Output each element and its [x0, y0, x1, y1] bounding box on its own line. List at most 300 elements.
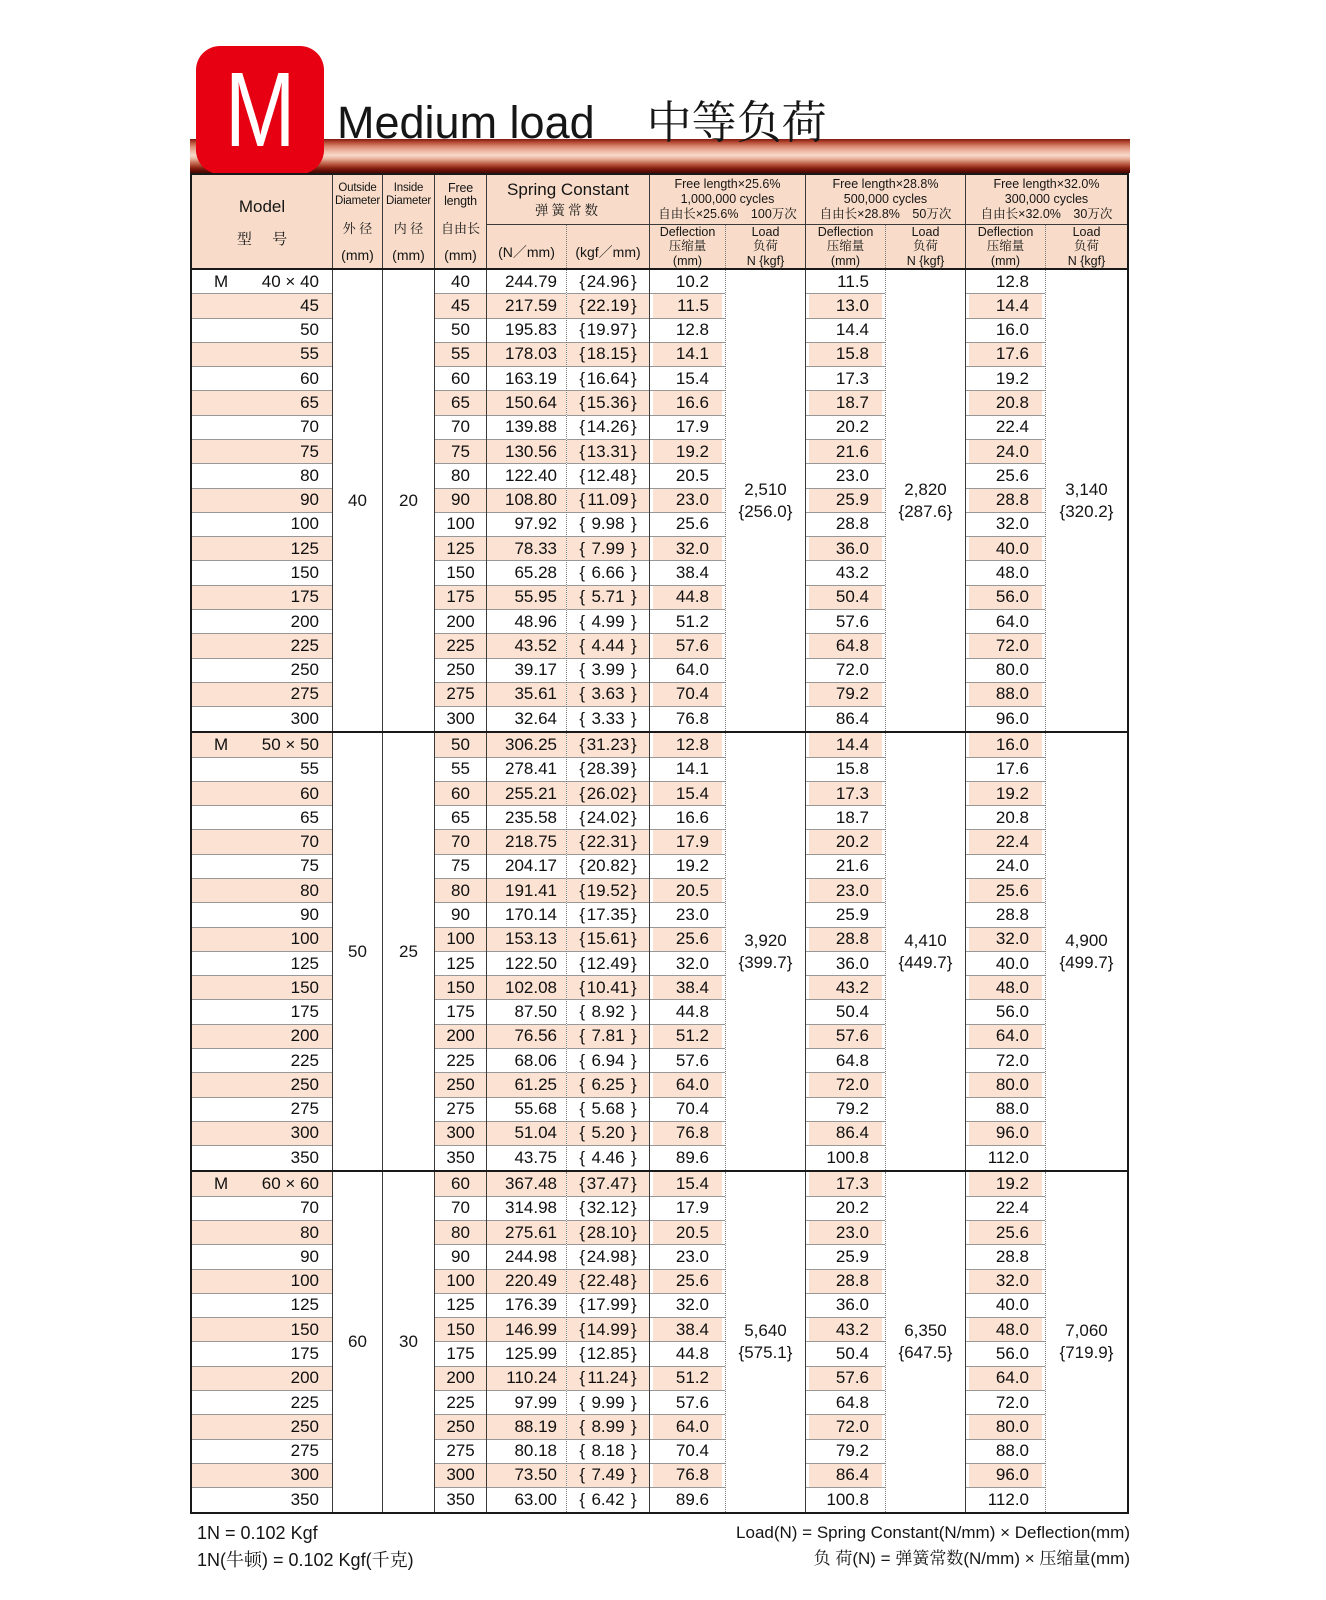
free-length-cell: 45	[435, 294, 486, 318]
spring-constant-kgf-cell: { 24.02 }	[567, 806, 649, 830]
spring-constant-kgf-cell: { 22.48 }	[567, 1270, 649, 1294]
model-cell: 80	[192, 1221, 332, 1245]
spring-constant-kgf-cell: { 10.41 }	[567, 976, 649, 1000]
deflection-column	[806, 270, 886, 731]
deflection-cell: 70.4	[650, 683, 725, 707]
spring-constant-kgf-cell: { 12.49 }	[567, 952, 649, 976]
spring-constant-kgf-cell: { 24.96 }	[567, 270, 649, 294]
deflection-cell: 14.4	[806, 733, 885, 757]
load-unit: N {kgf}	[906, 253, 945, 268]
spring-constant-kgf-cell: { 19.97 }	[567, 319, 649, 343]
load-kgf-value: {320.2}	[1059, 501, 1114, 521]
outside-diameter-cell: 50	[333, 733, 383, 1170]
deflection-cell: 89.6	[675, 1148, 709, 1168]
spring-constant-n-cell: 63.00	[514, 1490, 557, 1510]
model-cell: 100	[192, 1270, 332, 1294]
model-cell: 200	[192, 610, 332, 634]
free-length-cell: 275	[435, 683, 486, 707]
free-length-cell: 80	[435, 879, 486, 903]
deflection-cell: 43.2	[806, 976, 885, 1000]
spring-constant-kgf-cell: { 9.99 }	[567, 1391, 649, 1415]
spring-constant-n-cell: 139.88	[487, 416, 566, 440]
load-cell	[726, 270, 806, 731]
spring-constant-kgf-cell: { 24.98 }	[567, 1245, 649, 1269]
deflection-cell: 76.8	[675, 709, 709, 729]
deflection-cell: 56.0	[966, 1000, 1045, 1024]
deflection-cell: 17.6	[966, 758, 1045, 782]
spring-constant-n-cell: 306.25	[487, 733, 566, 757]
cycle-1-line3: 自由长×25.6% 100万次	[658, 206, 797, 221]
load-n-value: 4,410	[904, 930, 947, 950]
spring-constant-kgf-cell: { 14.26 }	[567, 416, 649, 440]
spring-constant-kgf-cell: { 5.71 }	[567, 586, 649, 610]
model-cell: 175	[192, 1342, 332, 1366]
spring-constant-title	[487, 175, 649, 225]
outside-diameter-cell: 40	[333, 270, 383, 731]
deflection-cell: 21.6	[806, 855, 885, 879]
spring-constant-kgf-cell: { 4.44 }	[567, 634, 649, 658]
deflection-cell: 11.5	[650, 294, 725, 318]
footnote-left	[197, 1520, 414, 1574]
deflection-cell: 40.0	[966, 952, 1045, 976]
deflection-cell: 23.0	[650, 489, 725, 513]
model-cell: 250	[192, 1073, 332, 1097]
deflection-cell: 23.0	[806, 464, 885, 488]
free-length-unit: (mm)	[444, 247, 477, 263]
model-header-en: Model	[238, 196, 286, 216]
deflection-cell: 50.4	[806, 586, 885, 610]
free-length-cell: 175	[435, 1342, 486, 1366]
free-length-cell: 150	[435, 1318, 486, 1342]
load-n-value: 3,140	[1065, 479, 1108, 499]
deflection-cell: 38.4	[650, 1318, 725, 1342]
deflection-cell: 64.0	[650, 1073, 725, 1097]
deflection-cell: 79.2	[806, 1440, 885, 1464]
spring-constant-n-cell: 102.08	[487, 976, 566, 1000]
free-length-cell: 55	[435, 758, 486, 782]
deflection-cell: 32.0	[966, 1270, 1045, 1294]
spring-constant-kgf-cell: { 18.15 }	[567, 343, 649, 367]
free-length-en: Free length	[444, 181, 477, 208]
deflection-cell: 50.4	[806, 1342, 885, 1366]
deflection-cell: 15.8	[806, 343, 885, 367]
spring-constant-kgf-cell: { 4.46 }	[579, 1148, 637, 1168]
model-cell: 250	[192, 659, 332, 683]
cycle-3-line2: 300,000 cycles	[1004, 191, 1089, 206]
spring-constant-n-cell: 87.50	[487, 1000, 566, 1024]
free-length-cell: 65	[435, 806, 486, 830]
spring-constant-n-cell: 110.24	[487, 1367, 566, 1391]
deflection-cell: 57.6	[650, 1049, 725, 1073]
spring-constant-kgf-cell: { 9.98 }	[567, 513, 649, 537]
deflection-cell: 22.4	[966, 1197, 1045, 1221]
deflection-cell: 32.0	[966, 928, 1045, 952]
free-length-cell: 275	[435, 1440, 486, 1464]
model-cell: 225	[192, 1391, 332, 1415]
spring-constant-n-cell: 122.50	[487, 952, 566, 976]
deflection-cell: 32.0	[966, 513, 1045, 537]
spring-constant-n-cell: 244.79	[487, 270, 566, 294]
spring-constant-kgf-cell: { 16.64 }	[567, 367, 649, 391]
spring-constant-kgf-cell: { 8.92 }	[567, 1000, 649, 1024]
col-header-spring-constant	[487, 175, 650, 268]
deflection-cell: 44.8	[650, 1000, 725, 1024]
deflection-cell: 64.0	[650, 659, 725, 683]
deflection-en: Deflection	[977, 224, 1034, 239]
deflection-cell: 21.6	[806, 440, 885, 464]
cycle-group-header-1	[650, 175, 806, 268]
spring-constant-n-cell: 314.98	[487, 1197, 566, 1221]
deflection-cell: 28.8	[806, 1270, 885, 1294]
deflection-cell: 22.4	[966, 830, 1045, 854]
deflection-cell: 16.0	[966, 733, 1045, 757]
deflection-cell: 12.8	[966, 270, 1045, 294]
model-cell: 150	[192, 1318, 332, 1342]
deflection-cell: 57.6	[806, 1367, 885, 1391]
model-cell: 70	[192, 416, 332, 440]
free-length-cell: 70	[435, 416, 486, 440]
spring-constant-kgf-cell: { 3.63 }	[567, 683, 649, 707]
spring-constant-n-cell: 73.50	[487, 1464, 566, 1488]
deflection-cell: 64.0	[966, 1367, 1045, 1391]
deflection-cell: 17.9	[650, 416, 725, 440]
deflection-cell: 43.2	[806, 1318, 885, 1342]
spring-constant-n-cell: 68.06	[487, 1049, 566, 1073]
spring-constant-n-cell: 163.19	[487, 367, 566, 391]
spring-constant-kgf-cell: { 6.94 }	[567, 1049, 649, 1073]
deflection-cell: 79.2	[806, 1098, 885, 1122]
deflection-cell: 20.5	[650, 464, 725, 488]
deflection-cell: 57.6	[650, 1391, 725, 1415]
spring-constant-n-cell: 170.14	[487, 903, 566, 927]
deflection-unit: (mm)	[672, 253, 703, 268]
model-cell: M 40 × 40	[192, 270, 332, 294]
deflection-cell: 19.2	[966, 782, 1045, 806]
deflection-cell: 50.4	[806, 1000, 885, 1024]
free-length-cell: 225	[435, 1391, 486, 1415]
model-cell: 80	[192, 464, 332, 488]
deflection-cell: 48.0	[966, 561, 1045, 585]
model-cell: 225	[192, 1049, 332, 1073]
load-zh: 负荷	[912, 239, 938, 253]
spring-constant-n-column	[487, 1172, 567, 1512]
load-cell	[726, 733, 806, 1170]
unit-n-per-mm: (N／mm)	[487, 225, 567, 268]
deflection-cell: 72.0	[806, 1073, 885, 1097]
deflection-subheader	[966, 225, 1046, 269]
cycle-group-1-subheader	[650, 225, 805, 269]
load-kgf-value: {499.7}	[1059, 952, 1114, 972]
cycle-2-line3: 自由长×28.8% 50万次	[819, 206, 952, 221]
deflection-cell: 76.8	[650, 1464, 725, 1488]
deflection-column	[806, 1172, 886, 1512]
spring-constant-kgf-cell: { 6.66 }	[567, 561, 649, 585]
spring-constant-kgf-cell: { 31.23 }	[567, 733, 649, 757]
cycle-group-2-subheader	[806, 225, 965, 269]
deflection-cell: 64.0	[966, 610, 1045, 634]
load-en: Load	[911, 224, 940, 239]
model-cell: 150	[192, 976, 332, 1000]
model-cell: 275	[192, 1440, 332, 1464]
free-length-cell: 225	[435, 1049, 486, 1073]
spring-constant-en: Spring Constant	[507, 179, 629, 199]
load-en: Load	[1072, 224, 1101, 239]
deflection-cell: 28.8	[966, 903, 1045, 927]
deflection-zh: 压缩量	[986, 239, 1025, 253]
spring-constant-n-cell: 195.83	[487, 319, 566, 343]
deflection-cell: 80.0	[966, 1415, 1045, 1439]
spring-constant-n-cell: 204.17	[487, 855, 566, 879]
deflection-column	[966, 270, 1046, 731]
outside-diameter-zh: 外 径	[342, 221, 373, 236]
spring-constant-kgf-cell: { 17.35 }	[567, 903, 649, 927]
spring-constant-n-cell: 43.52	[487, 634, 566, 658]
deflection-cell: 25.9	[806, 1245, 885, 1269]
model-cell: 90	[192, 1245, 332, 1269]
deflection-cell: 24.0	[966, 855, 1045, 879]
free-length-cell: 70	[435, 830, 486, 854]
free-length-cell: 275	[435, 1098, 486, 1122]
load-kgf-value: {449.7}	[898, 952, 953, 972]
spring-constant-n-cell: 218.75	[487, 830, 566, 854]
m-logo	[196, 46, 324, 174]
spring-constant-n-cell: 32.64	[514, 709, 557, 729]
spring-constant-kgf-cell: { 11.24 }	[567, 1367, 649, 1391]
page-title	[337, 86, 827, 151]
deflection-cell: 70.4	[650, 1440, 725, 1464]
free-length-cell: 75	[435, 855, 486, 879]
deflection-column	[650, 1172, 726, 1512]
load-n-value: 2,820	[904, 479, 947, 499]
spring-constant-kgf-cell: { 28.39 }	[567, 758, 649, 782]
deflection-cell: 17.9	[650, 830, 725, 854]
deflection-cell: 96.0	[966, 1464, 1045, 1488]
free-length-cell: 150	[435, 976, 486, 1000]
free-length-cell: 90	[435, 1245, 486, 1269]
spring-constant-kgf-cell: { 3.99 }	[567, 659, 649, 683]
deflection-cell: 15.8	[806, 758, 885, 782]
deflection-cell: 23.0	[650, 903, 725, 927]
deflection-cell: 80.0	[966, 659, 1045, 683]
footnote-left-line2: 1N(牛顿) = 0.102 Kgf(千克)	[197, 1550, 414, 1570]
free-length-column	[435, 270, 487, 731]
deflection-cell: 20.2	[806, 830, 885, 854]
deflection-cell: 15.4	[650, 782, 725, 806]
deflection-cell: 13.0	[806, 294, 885, 318]
load-cell	[886, 733, 966, 1170]
model-cell: 80	[192, 879, 332, 903]
spring-constant-n-column	[487, 270, 567, 731]
spring-constant-n-cell: 76.56	[487, 1025, 566, 1049]
spring-constant-n-cell: 125.99	[487, 1342, 566, 1366]
deflection-cell: 38.4	[650, 976, 725, 1000]
load-zh: 负荷	[752, 239, 778, 253]
free-length-cell: 65	[435, 391, 486, 415]
spring-constant-kgf-cell: { 4.99 }	[567, 610, 649, 634]
model-cell: 225	[192, 634, 332, 658]
deflection-cell: 23.0	[650, 1245, 725, 1269]
deflection-cell: 48.0	[966, 976, 1045, 1000]
spring-constant-n-cell: 220.49	[487, 1270, 566, 1294]
outside-diameter-cell: 60	[333, 1172, 383, 1512]
deflection-cell: 32.0	[650, 1294, 725, 1318]
free-length-cell: 40	[435, 270, 486, 294]
model-cell: 125	[192, 952, 332, 976]
free-length-cell: 80	[435, 464, 486, 488]
free-length-cell: 300	[435, 1122, 486, 1146]
deflection-cell: 88.0	[966, 683, 1045, 707]
spring-constant-kgf-cell: { 8.18 }	[567, 1440, 649, 1464]
free-length-cell: 250	[435, 1415, 486, 1439]
load-kgf-value: {719.9}	[1059, 1343, 1114, 1363]
inside-diameter-zh: 内 径	[393, 221, 424, 236]
model-column	[192, 270, 333, 731]
spring-constant-n-cell: 255.21	[487, 782, 566, 806]
spring-constant-n-cell: 80.18	[487, 1440, 566, 1464]
model-cell: 100	[192, 513, 332, 537]
spring-constant-kgf-cell: { 7.81 }	[567, 1025, 649, 1049]
deflection-cell: 15.4	[650, 367, 725, 391]
spring-constant-kgf-cell: { 12.48 }	[567, 464, 649, 488]
deflection-cell: 23.0	[806, 1221, 885, 1245]
deflection-cell: 28.8	[966, 489, 1045, 513]
spring-constant-n-cell: 275.61	[487, 1221, 566, 1245]
load-zh: 负荷	[1073, 239, 1099, 253]
load-n-value: 5,640	[744, 1321, 787, 1341]
model-cell: 65	[192, 391, 332, 415]
free-length-cell: 225	[435, 634, 486, 658]
deflection-cell: 28.8	[806, 928, 885, 952]
cycle-3-line1: Free length×32.0%	[993, 176, 1100, 191]
model-cell: 300	[192, 1122, 332, 1146]
deflection-cell: 25.9	[806, 903, 885, 927]
load-cell	[726, 1172, 806, 1512]
load-n-value: 6,350	[904, 1321, 947, 1341]
logo-letter: M	[224, 51, 296, 169]
spring-constant-kgf-cell: { 8.99 }	[567, 1415, 649, 1439]
load-kgf-value: {287.6}	[898, 501, 953, 521]
model-cell: 175	[192, 586, 332, 610]
cycle-2-line2: 500,000 cycles	[843, 191, 928, 206]
free-length-cell: 350	[446, 1490, 475, 1510]
spring-constant-n-cell: 51.04	[487, 1122, 566, 1146]
deflection-cell: 24.0	[966, 440, 1045, 464]
model-cell: 150	[192, 561, 332, 585]
deflection-cell: 112.0	[987, 1490, 1029, 1510]
deflection-cell: 15.4	[650, 1172, 725, 1196]
deflection-cell: 18.7	[806, 806, 885, 830]
table-group	[192, 270, 1127, 731]
spring-constant-kgf-cell: { 5.68 }	[567, 1098, 649, 1122]
deflection-zh: 压缩量	[826, 239, 865, 253]
deflection-cell: 25.6	[650, 928, 725, 952]
deflection-cell: 36.0	[806, 1294, 885, 1318]
deflection-cell: 20.5	[650, 879, 725, 903]
free-length-cell: 150	[435, 561, 486, 585]
model-cell: M 60 × 60	[192, 1172, 332, 1196]
spring-constant-n-cell: 55.68	[487, 1098, 566, 1122]
deflection-cell: 16.6	[650, 391, 725, 415]
deflection-cell: 19.2	[650, 855, 725, 879]
deflection-cell: 64.8	[806, 1049, 885, 1073]
free-length-column	[435, 733, 487, 1170]
free-length-cell: 125	[435, 952, 486, 976]
model-cell: 75	[192, 855, 332, 879]
load-kgf-value: {575.1}	[738, 1343, 793, 1363]
unit-kgf-per-mm: (kgf／mm)	[575, 244, 641, 260]
spring-constant-n-cell: 61.25	[487, 1073, 566, 1097]
deflection-cell: 16.0	[966, 319, 1045, 343]
deflection-cell: 11.5	[806, 270, 885, 294]
deflection-cell: 17.3	[806, 782, 885, 806]
deflection-zh: 压缩量	[668, 239, 707, 253]
spring-constant-kgf-cell: { 13.31 }	[567, 440, 649, 464]
cycle-group-3-subheader	[966, 225, 1127, 269]
deflection-cell: 28.8	[966, 1245, 1045, 1269]
spring-constant-kgf-column	[567, 1172, 650, 1512]
load-n-value: 2,510	[744, 479, 787, 499]
spring-constant-n-cell: 191.41	[487, 879, 566, 903]
spring-constant-kgf-cell: { 22.31 }	[567, 830, 649, 854]
deflection-cell: 48.0	[966, 1318, 1045, 1342]
cycle-group-header-2	[806, 175, 966, 268]
model-cell: 45	[192, 294, 332, 318]
deflection-cell: 10.2	[650, 270, 725, 294]
model-cell: M 50 × 50	[192, 733, 332, 757]
model-cell: 125	[192, 1294, 332, 1318]
deflection-cell: 22.4	[966, 416, 1045, 440]
free-length-cell: 200	[435, 1367, 486, 1391]
model-cell: 300	[192, 1464, 332, 1488]
model-cell: 75	[192, 440, 332, 464]
deflection-cell: 100.8	[826, 1148, 869, 1168]
table-group	[192, 731, 1127, 1170]
free-length-cell: 75	[435, 440, 486, 464]
title-zh: 中等负荷	[646, 97, 827, 148]
load-subheader	[886, 225, 965, 269]
deflection-cell: 96.0	[995, 709, 1029, 729]
deflection-cell: 56.0	[966, 1342, 1045, 1366]
model-header-zh: 型 号	[236, 230, 296, 248]
model-column	[192, 733, 333, 1170]
spring-constant-kgf-cell: { 12.85 }	[567, 1342, 649, 1366]
model-cell: 350	[290, 1490, 319, 1510]
cycle-2-line1: Free length×28.8%	[832, 176, 939, 191]
model-cell: 125	[192, 537, 332, 561]
spring-constant-n-cell: 35.61	[487, 683, 566, 707]
table-group	[192, 1170, 1127, 1512]
model-cell: 275	[192, 1098, 332, 1122]
spring-constant-kgf-cell: { 11.09 }	[567, 489, 649, 513]
inside-diameter-cell: 25	[383, 733, 435, 1170]
load-cell	[1046, 1172, 1127, 1512]
free-length-column	[435, 1172, 487, 1512]
col-header-free-length	[435, 175, 487, 268]
free-length-cell: 175	[435, 1000, 486, 1024]
deflection-cell: 57.6	[806, 610, 885, 634]
spring-constant-n-cell: 176.39	[487, 1294, 566, 1318]
deflection-cell: 25.6	[966, 1221, 1045, 1245]
deflection-cell: 86.4	[806, 1464, 885, 1488]
model-cell: 250	[192, 1415, 332, 1439]
load-n-value: 4,900	[1065, 930, 1108, 950]
model-cell: 70	[192, 830, 332, 854]
free-length-zh: 自由长	[440, 221, 480, 236]
deflection-column	[650, 270, 726, 731]
deflection-cell: 20.2	[806, 416, 885, 440]
cycle-1-line2: 1,000,000 cycles	[680, 191, 775, 206]
load-unit: N {kgf}	[1067, 253, 1106, 268]
